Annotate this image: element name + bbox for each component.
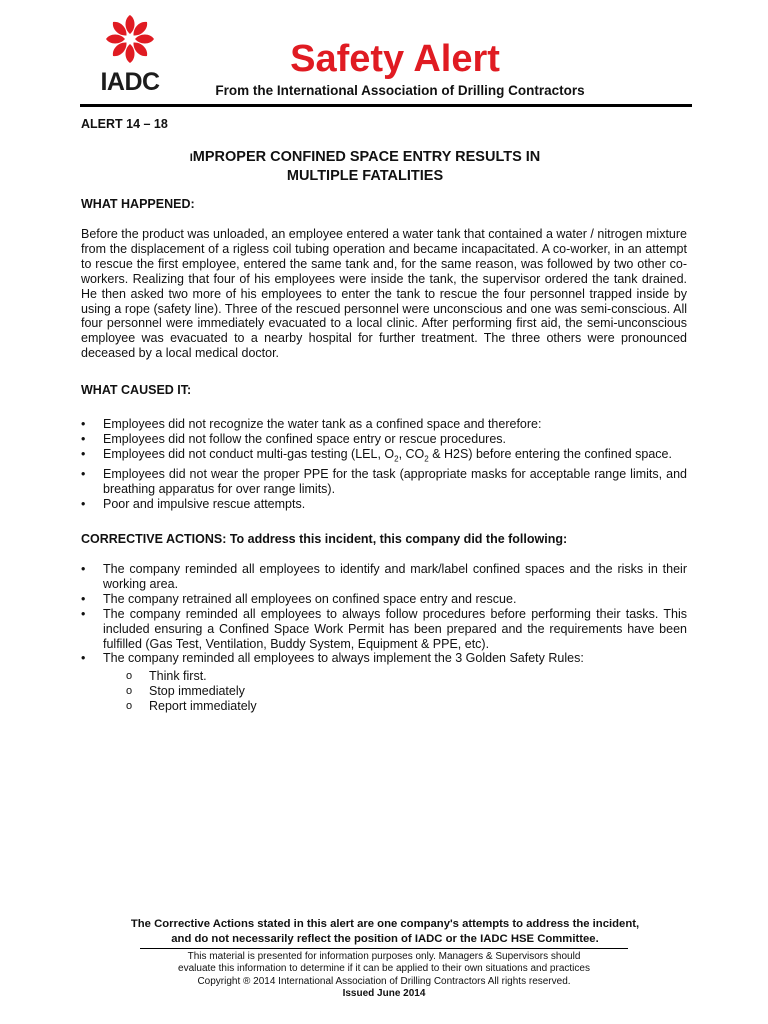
- headline-line1: MPROPER CONFINED SPACE ENTRY RESULTS IN: [192, 149, 541, 165]
- page-subtitle: From the International Association of Drilling Contractors: [215, 83, 585, 98]
- what-caused-heading: WHAT CAUSED IT:: [81, 383, 192, 397]
- list-item: • Poor and impulsive rescue attempts.: [81, 497, 687, 512]
- footer-line: evaluate this information to determine if it can be applied to their own situations and practices: [178, 963, 590, 975]
- disclaimer: [100, 917, 670, 946]
- iadc-flower-icon: [96, 12, 164, 68]
- logo-text: IADC: [100, 68, 160, 96]
- disclaimer-line: The Corrective Actions stated in this alert are one company's attempts to address the incident,: [130, 918, 640, 930]
- headline-initial: I: [189, 152, 193, 164]
- list-item: • Employees did not conduct multi-gas testing (LEL, $O_2$, $CO_2$ & H2S) before entering the confined space.: [81, 447, 687, 467]
- footer-line: This material is presented for information purposes only. Managers & Supervisors should: [187, 951, 581, 962]
- golden-rule-item: o Report immediately: [81, 699, 687, 714]
- cause-list: [81, 417, 687, 512]
- list-item: • Employees did not recognize the water tank as a confined space and therefore:: [81, 417, 687, 432]
- list-item: • Employees did not wear the proper PPE for the task (appropriate masks for acceptable range limits, and breathing apparatus for over range limits).: [81, 467, 687, 497]
- corrective-list: [81, 562, 687, 666]
- footer-divider: [140, 948, 628, 949]
- list-item: • The company reminded all employees to identify and mark/label confined spaces and the risks in their working area.: [81, 562, 687, 592]
- list-item: • The company reminded all employees to always implement the 3 Golden Safety Rules:: [81, 651, 687, 666]
- list-item: • The company reminded all employees to always follow procedures before performing their tasks. This included ensuring a Confined Space Work Permit has been prepared and the requirements have been fulfilled (Gas Test, Ventilation, Buddy System, Equipment & PPE, etc).: [81, 607, 687, 652]
- alert-number: ALERT 14 – 18: [81, 117, 168, 131]
- golden-rule-item: o Think first.: [81, 669, 687, 684]
- disclaimer-line: and do not necessarily reflect the position of IADC or the IADC HSE Committee.: [171, 932, 599, 945]
- list-item: • The company retrained all employees on confined space entry and rescue.: [81, 592, 687, 607]
- issued-date: Issued June 2014: [342, 987, 426, 999]
- golden-rule-item: o Stop immediately: [81, 684, 687, 699]
- headline-line2: MULTIPLE FATALITIES: [286, 168, 444, 184]
- what-happened-heading: WHAT HAPPENED:: [81, 197, 195, 211]
- alert-headline: [150, 148, 580, 185]
- iadc-logo: [96, 12, 164, 96]
- footer: [140, 951, 628, 1000]
- corrective-actions-heading: CORRECTIVE ACTIONS: To address this incident, this company did the following:: [81, 532, 568, 546]
- golden-rules-list: [81, 669, 687, 714]
- page-title: Safety Alert: [290, 38, 500, 80]
- header-divider: [80, 104, 692, 107]
- list-item: • Employees did not follow the confined space entry or rescue procedures.: [81, 432, 687, 447]
- what-happened-text: Before the product was unloaded, an employee entered a water tank that contained a water / nitrogen mixture from the displacement of a rigless coil tubing operation and became incapacitated. A co-worker, in an attempt to rescue the first employee, entered the same tank and, for the same reason, was followed by two other co-workers. Realizing that four of his employees were inside the tank, the supervisor ordered the tank drained. He then asked two more of his employees to enter the tank to rescue the four personnel trapped inside by using a rope (safety line). Three of the rescued personnel were unconscious and one was semi-conscious. All four personnel were immediately evacuated to a local clinic. After performing first aid, the semi-unconscious employee was evacuated to a nearby hospital for further treatment. The three others were pronounced deceased by a local medical doctor.: [81, 227, 687, 361]
- copyright: Copyright ® 2014 International Association of Drilling Contractors All rights reserved.: [197, 975, 571, 987]
